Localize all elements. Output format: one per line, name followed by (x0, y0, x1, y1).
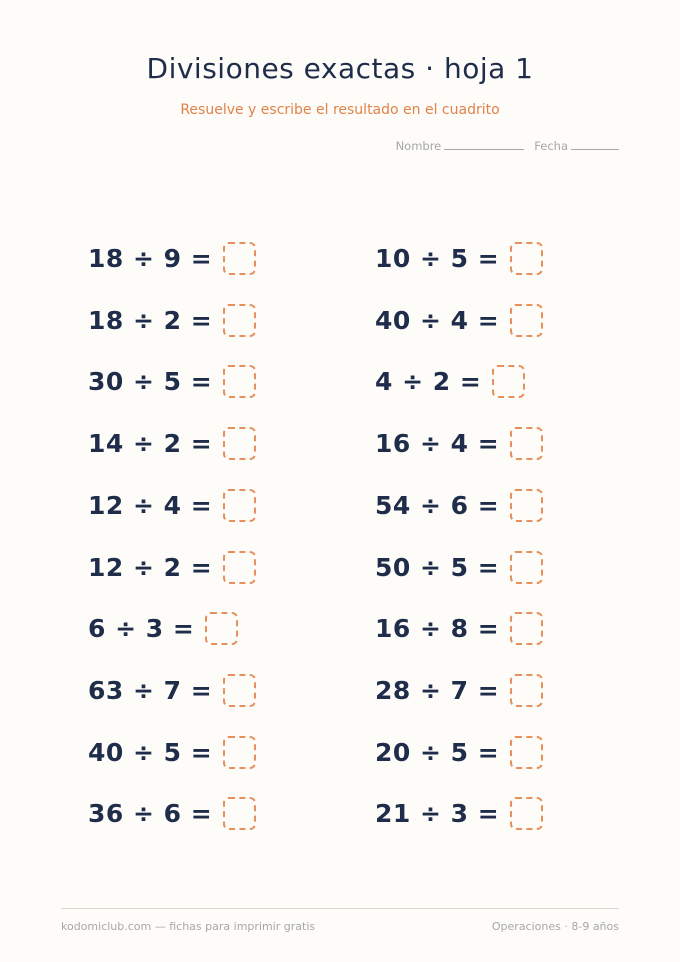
answer-box[interactable] (510, 736, 543, 769)
problem-expression: 18 ÷ 9 = (88, 243, 213, 273)
problem-expression: 6 ÷ 3 = (88, 613, 195, 643)
problem-expression: 21 ÷ 3 = (375, 798, 500, 828)
date-line (571, 148, 619, 150)
division-problem (375, 609, 543, 647)
division-problem (88, 424, 256, 462)
name-label: Nombre (395, 139, 442, 153)
problem-expression: 12 ÷ 4 = (88, 490, 213, 520)
problem-expression: 36 ÷ 6 = (88, 798, 213, 828)
answer-box[interactable] (223, 489, 256, 522)
division-problem (88, 362, 256, 400)
name-field[interactable] (396, 139, 525, 153)
answer-box[interactable] (510, 427, 543, 460)
division-problem (375, 362, 525, 400)
division-problem (375, 548, 543, 586)
division-problem (88, 609, 238, 647)
division-problem (88, 548, 256, 586)
division-problem (375, 301, 543, 339)
answer-box[interactable] (223, 736, 256, 769)
division-problem (88, 671, 256, 709)
answer-box[interactable] (223, 365, 256, 398)
division-problem (88, 733, 256, 771)
page-title: Divisiones exactas · hoja 1 (146, 52, 534, 85)
answer-box[interactable] (223, 304, 256, 337)
problem-expression: 14 ÷ 2 = (88, 428, 213, 458)
footer-site: kodomiclub.com — fichas para imprimir gratis (61, 920, 316, 933)
problem-expression: 63 ÷ 7 = (88, 675, 213, 705)
student-info (396, 139, 619, 153)
division-problem (375, 424, 543, 462)
date-label: Fecha (534, 139, 568, 153)
problem-expression: 40 ÷ 4 = (375, 305, 500, 335)
answer-box[interactable] (223, 242, 256, 275)
problem-expression: 16 ÷ 8 = (375, 613, 500, 643)
division-problem (375, 486, 543, 524)
footer-level: Operaciones · 8-9 años (491, 920, 619, 933)
answer-box[interactable] (510, 551, 543, 584)
problem-expression: 12 ÷ 2 = (88, 552, 213, 582)
name-line (444, 148, 524, 150)
problem-expression: 54 ÷ 6 = (375, 490, 500, 520)
problem-expression: 50 ÷ 5 = (375, 552, 500, 582)
division-problem (375, 794, 543, 832)
page-subtitle: Resuelve y escribe el resultado en el cuadrito (180, 102, 500, 118)
date-field[interactable] (534, 139, 619, 153)
answer-box[interactable] (510, 797, 543, 830)
problem-expression: 4 ÷ 2 = (375, 366, 482, 396)
division-problem (88, 301, 256, 339)
problem-expression: 16 ÷ 4 = (375, 428, 500, 458)
answer-box[interactable] (510, 674, 543, 707)
answer-box[interactable] (205, 612, 238, 645)
division-problem (88, 794, 256, 832)
answer-box[interactable] (510, 304, 543, 337)
answer-box[interactable] (492, 365, 525, 398)
division-problem (88, 239, 256, 277)
problem-expression: 40 ÷ 5 = (88, 737, 213, 767)
division-problem (375, 733, 543, 771)
answer-box[interactable] (223, 551, 256, 584)
problem-expression: 20 ÷ 5 = (375, 737, 500, 767)
problem-expression: 30 ÷ 5 = (88, 366, 213, 396)
division-problem (375, 239, 543, 277)
answer-box[interactable] (510, 489, 543, 522)
problem-expression: 28 ÷ 7 = (375, 675, 500, 705)
answer-box[interactable] (223, 797, 256, 830)
footer-divider (61, 908, 619, 909)
problem-expression: 10 ÷ 5 = (375, 243, 500, 273)
division-problem (375, 671, 543, 709)
answer-box[interactable] (510, 242, 543, 275)
problem-expression: 18 ÷ 2 = (88, 305, 213, 335)
division-problem (88, 486, 256, 524)
answer-box[interactable] (510, 612, 543, 645)
answer-box[interactable] (223, 674, 256, 707)
answer-box[interactable] (223, 427, 256, 460)
